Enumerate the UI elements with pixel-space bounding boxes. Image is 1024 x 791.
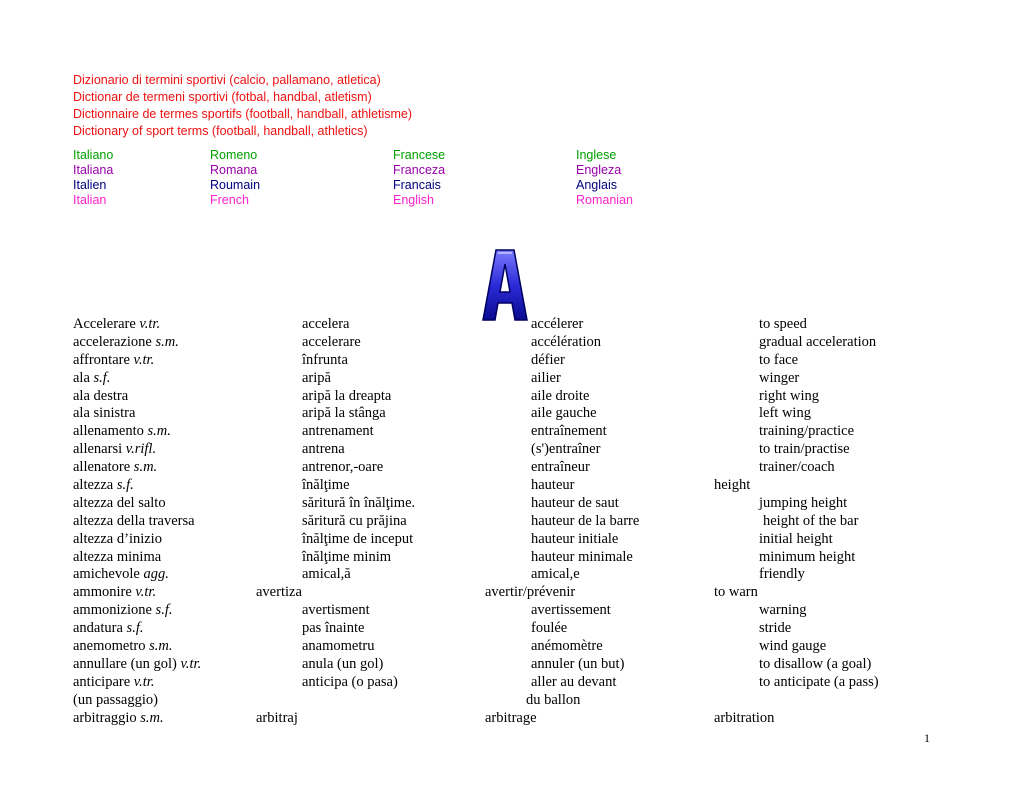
romanian-term: anamometru xyxy=(302,638,375,655)
italian-word: accelerazione xyxy=(73,333,152,350)
french-term: avertir/prévenir xyxy=(485,584,576,601)
language-cell: Anglais xyxy=(576,178,617,192)
language-cell: Italian xyxy=(73,193,107,207)
italian-term xyxy=(73,352,154,370)
italian-word: arbitraggio xyxy=(73,709,137,726)
dictionary-row xyxy=(0,352,1024,370)
english-term: to speed xyxy=(759,316,807,332)
romanian-term: anula (un gol) xyxy=(302,655,384,672)
language-cell: Roumain xyxy=(210,178,261,192)
dictionary-row xyxy=(0,370,1024,388)
french-term: aile droite xyxy=(531,387,590,404)
grammar-tag: s.m. xyxy=(155,333,179,350)
french-term: hauteur de la barre xyxy=(531,512,640,529)
french-term: aller au devant xyxy=(531,673,617,690)
dictionary-row xyxy=(0,423,1024,441)
italian-term xyxy=(73,656,201,674)
italian-term xyxy=(73,710,164,728)
french-term: accélerer xyxy=(531,316,584,332)
italian-term xyxy=(73,566,169,584)
french-term: défier xyxy=(531,351,565,368)
english-term: arbitration xyxy=(714,709,775,726)
english-term: to disallow (a goal) xyxy=(759,655,872,672)
english-term: wind gauge xyxy=(759,638,827,655)
romanian-term: accelera xyxy=(302,316,350,332)
grammar-tag: v.rifl. xyxy=(125,441,157,458)
dictionary-row xyxy=(0,388,1024,406)
italian-word: allenamento xyxy=(73,423,144,440)
dictionary-row xyxy=(0,513,1024,531)
language-cell: English xyxy=(393,193,434,207)
title-french: Dictionnaire de termes sportifs (football, handball, athletisme) xyxy=(73,107,413,121)
dictionary-row xyxy=(0,477,1024,495)
italian-term xyxy=(73,316,160,334)
dictionary-row xyxy=(0,656,1024,674)
language-cell: Francese xyxy=(393,148,446,162)
italian-term xyxy=(73,602,172,620)
english-term: stride xyxy=(759,620,792,637)
english-term: minimum height xyxy=(759,548,856,565)
italian-word: Accelerare xyxy=(73,316,136,332)
english-term: to warn xyxy=(714,584,758,601)
language-cell: Romeno xyxy=(210,148,258,162)
language-cell: Romanian xyxy=(576,193,633,207)
english-term: to anticipate (a pass) xyxy=(759,673,879,690)
italian-term xyxy=(73,513,195,531)
italian-word: allenarsi xyxy=(73,441,123,458)
romanian-term: înfrunta xyxy=(302,351,348,368)
english-term: friendly xyxy=(759,566,805,583)
language-cell: Inglese xyxy=(576,148,617,162)
grammar-tag: v.tr. xyxy=(139,316,161,332)
romanian-term: arbitraj xyxy=(256,709,298,726)
english-term: warning xyxy=(759,602,807,619)
romanian-term: antrenor,-oare xyxy=(302,459,384,476)
language-cell: Italien xyxy=(73,178,107,192)
french-term: hauteur minimale xyxy=(531,548,633,565)
romanian-term: amical,ă xyxy=(302,566,351,583)
grammar-tag: v.tr. xyxy=(133,351,155,368)
french-term: hauteur initiale xyxy=(531,530,619,547)
italian-term xyxy=(73,477,134,495)
italian-word: ammonire xyxy=(73,584,132,601)
italian-term xyxy=(73,388,128,406)
italian-word: altezza del salto xyxy=(73,494,166,511)
dictionary-row xyxy=(0,566,1024,584)
italian-word: allenatore xyxy=(73,459,131,476)
italian-word: amichevole xyxy=(73,566,140,583)
grammar-tag: s.f. xyxy=(93,369,111,386)
italian-word: affrontare xyxy=(73,351,130,368)
title-romanian: Dictionar de termeni sportivi (fotbal, handbal, atletism) xyxy=(73,90,372,104)
dictionary-row xyxy=(0,620,1024,638)
dictionary-row xyxy=(0,584,1024,602)
grammar-tag: v.tr. xyxy=(133,673,155,690)
italian-term xyxy=(73,549,161,567)
english-term: winger xyxy=(759,369,800,386)
italian-term xyxy=(73,531,162,549)
italian-term xyxy=(73,638,172,656)
grammar-tag: s.m. xyxy=(140,709,164,726)
dictionary-row xyxy=(0,692,1024,710)
language-row xyxy=(0,178,1024,193)
language-table xyxy=(0,148,1024,208)
language-cell: Italiana xyxy=(73,163,114,177)
language-cell: French xyxy=(210,193,249,207)
dictionary-row xyxy=(0,495,1024,513)
romanian-term: pas înainte xyxy=(302,620,365,637)
italian-word: altezza xyxy=(73,477,114,494)
italian-word: (un passaggio) xyxy=(73,691,158,708)
italian-term xyxy=(73,495,166,513)
language-cell: Italiano xyxy=(73,148,114,162)
romanian-term: avertiza xyxy=(256,584,302,601)
french-term: entraînement xyxy=(531,423,607,440)
italian-term xyxy=(73,370,110,388)
dictionary-row xyxy=(0,334,1024,352)
italian-word: altezza minima xyxy=(73,548,162,565)
french-term: anémomètre xyxy=(531,638,603,655)
french-term: accélération xyxy=(531,333,602,350)
romanian-term: săritură cu prăjina xyxy=(302,512,407,529)
english-term: trainer/coach xyxy=(759,459,835,476)
french-term: amical,e xyxy=(531,566,580,583)
italian-word: ammonizione xyxy=(73,602,152,619)
grammar-tag: agg. xyxy=(143,566,169,583)
italian-word: annullare (un gol) xyxy=(73,655,177,672)
language-cell: Franceza xyxy=(393,163,446,177)
english-term: height xyxy=(714,477,751,494)
romanian-term: săritură în înălţime. xyxy=(302,494,416,511)
french-term: arbitrage xyxy=(485,709,537,726)
italian-term xyxy=(73,692,158,710)
dictionary-titles xyxy=(73,72,412,140)
italian-term xyxy=(73,405,135,423)
romanian-term: antrenament xyxy=(302,423,374,440)
english-term: to train/practise xyxy=(759,441,850,458)
english-term: to face xyxy=(759,351,799,368)
italian-word: altezza d’inizio xyxy=(73,530,162,547)
french-term: annuler (un but) xyxy=(531,655,625,672)
dictionary-row xyxy=(0,710,1024,728)
french-term: du ballon xyxy=(526,691,581,708)
italian-word: ala xyxy=(73,369,90,386)
title-italian: Dizionario di termini sportivi (calcio, pallamano, atletica) xyxy=(73,73,381,87)
dictionary-row xyxy=(0,316,1024,334)
romanian-term: antrena xyxy=(302,441,345,458)
language-row xyxy=(0,148,1024,163)
italian-term xyxy=(73,584,156,602)
romanian-term: accelerare xyxy=(302,333,361,350)
italian-term xyxy=(73,334,179,352)
english-term: gradual acceleration xyxy=(759,333,877,350)
grammar-tag: s.m. xyxy=(147,423,171,440)
english-term: height of the bar xyxy=(763,512,859,529)
dictionary-row xyxy=(0,405,1024,423)
grammar-tag: s.f. xyxy=(155,602,173,619)
dictionary-row xyxy=(0,549,1024,567)
section-letter-a xyxy=(481,248,529,322)
english-term: right wing xyxy=(759,387,820,404)
italian-word: ala sinistra xyxy=(73,405,136,422)
dictionary-row xyxy=(0,441,1024,459)
dictionary-entries xyxy=(0,316,1024,727)
italian-word: ala destra xyxy=(73,387,129,404)
romanian-term: avertisment xyxy=(302,602,370,619)
italian-term xyxy=(73,423,171,441)
romanian-term: aripă la dreapta xyxy=(302,387,392,404)
french-term: entraîneur xyxy=(531,459,590,476)
dictionary-row xyxy=(0,674,1024,692)
language-cell: Romana xyxy=(210,163,258,177)
grammar-tag: s.m. xyxy=(149,638,173,655)
grammar-tag: v.tr. xyxy=(135,584,157,601)
italian-term xyxy=(73,441,156,459)
language-cell: Engleza xyxy=(576,163,622,177)
romanian-term: înălţime xyxy=(302,477,350,494)
page-number: 1 xyxy=(924,731,930,745)
grammar-tag: v.tr. xyxy=(180,655,202,672)
italian-word: altezza della traversa xyxy=(73,512,195,529)
language-cell: Francais xyxy=(393,178,441,192)
romanian-term: anticipa (o pasa) xyxy=(302,673,398,690)
grammar-tag: s.f. xyxy=(116,477,134,494)
language-row xyxy=(0,163,1024,178)
french-term: foulée xyxy=(531,620,568,637)
grammar-tag: s.m. xyxy=(133,459,158,476)
grammar-tag: s.f. xyxy=(126,620,144,637)
french-term: ailier xyxy=(531,369,561,386)
english-term: initial height xyxy=(759,530,833,547)
dictionary-row xyxy=(0,531,1024,549)
italian-word: anemometro xyxy=(73,638,146,655)
italian-word: anticipare xyxy=(73,673,131,690)
italian-term xyxy=(73,674,154,692)
romanian-term: aripă la stânga xyxy=(302,405,386,422)
language-row xyxy=(0,193,1024,208)
title-english: Dictionary of sport terms (football, handball, athletics) xyxy=(73,124,368,138)
french-term: hauteur xyxy=(531,477,575,494)
romanian-term: aripă xyxy=(302,369,331,386)
english-term: left wing xyxy=(759,405,811,422)
italian-term xyxy=(73,620,143,638)
italian-word: andatura xyxy=(73,620,123,637)
french-term: (s')entraîner xyxy=(531,441,601,458)
dictionary-row xyxy=(0,602,1024,620)
romanian-term: înălţime minim xyxy=(302,548,392,565)
dictionary-row xyxy=(0,638,1024,656)
italian-term xyxy=(73,459,157,477)
dictionary-row xyxy=(0,459,1024,477)
english-term: jumping height xyxy=(759,494,848,511)
english-term: training/practice xyxy=(759,423,855,440)
french-term: avertissement xyxy=(531,602,611,619)
romanian-term: înălţime de inceput xyxy=(302,530,414,547)
french-term: hauteur de saut xyxy=(531,494,619,511)
french-term: aile gauche xyxy=(531,405,597,422)
